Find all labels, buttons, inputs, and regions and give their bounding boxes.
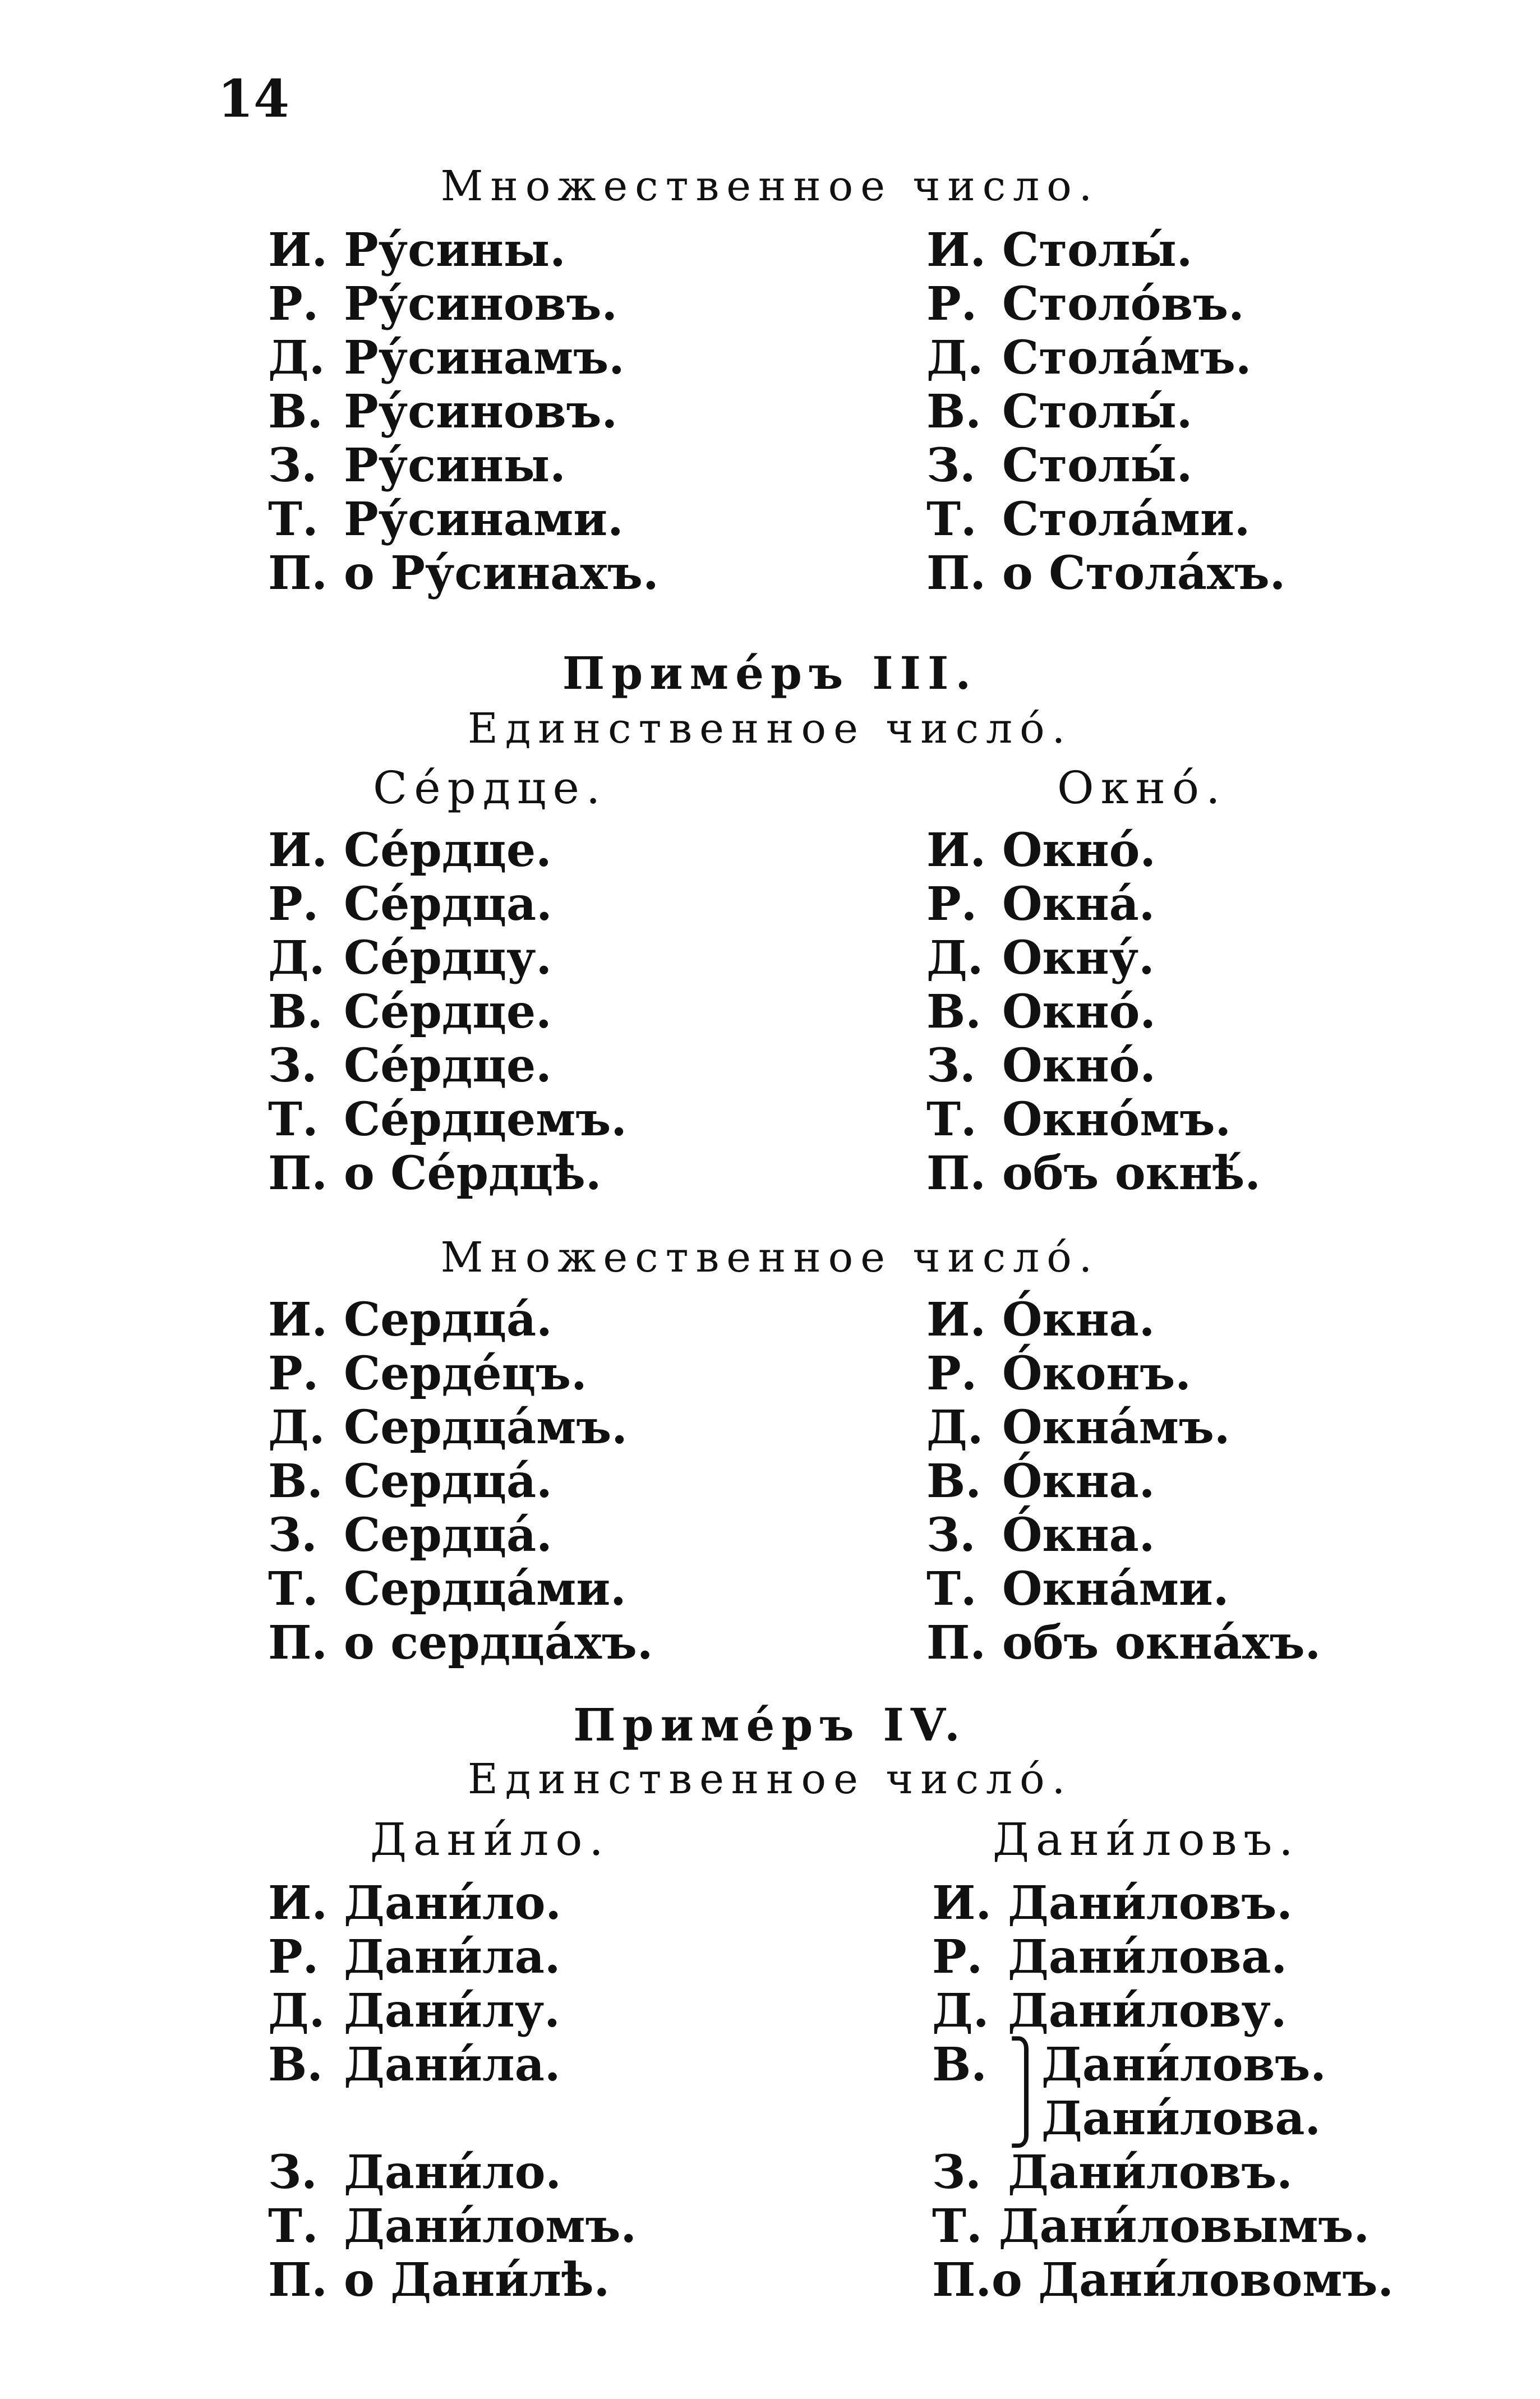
case-label: В. (268, 1454, 323, 1508)
case-label: З. (926, 439, 976, 492)
word-form: Се́рдца. (344, 877, 552, 931)
declension-row (268, 1401, 706, 1454)
declension-row (932, 2199, 1370, 2253)
example-3-singular-heading: Единственное число́. (467, 704, 1073, 753)
word-form: О́кна. (1002, 1508, 1155, 1562)
word-form: Дани́ловъ. (1041, 2038, 1326, 2092)
declension-row (926, 1146, 1364, 1200)
declension-row (926, 1508, 1364, 1562)
word-form: о Стола́хъ. (1002, 546, 1286, 600)
word-form: Дани́лова. (1008, 1930, 1288, 1984)
word-form: Се́рдцу. (344, 931, 552, 985)
declension-row (268, 1562, 706, 1616)
word-form: о Се́рдцѣ. (344, 1146, 602, 1200)
case-label: Т. (926, 1093, 977, 1146)
word-form: Ру́синовъ. (344, 277, 618, 331)
case-label: И. (268, 1293, 328, 1347)
declension-row (268, 546, 706, 600)
example-4-singular-heading: Единственное число́. (467, 1755, 1073, 1803)
case-label: В. (932, 2038, 987, 2092)
declension-column-danilov (932, 1876, 1394, 2307)
case-label: Т. (268, 492, 319, 546)
word-form: Дани́ла. (344, 1930, 561, 1984)
word-form: Столы́. (1002, 385, 1193, 439)
word-form: Окно́мъ. (1002, 1093, 1232, 1146)
case-label: Д. (268, 1401, 325, 1454)
declension-row (268, 2199, 706, 2253)
word-form: Серде́цъ. (344, 1347, 587, 1401)
case-label: З. (268, 1508, 317, 1562)
declension-row (932, 1876, 1370, 1930)
word-form: Столы́. (1002, 439, 1193, 492)
case-label: Т. (932, 2199, 983, 2253)
declension-row (932, 2253, 1394, 2307)
word-form: Дани́ло. (344, 2145, 561, 2199)
word-form: объ окна́хъ. (1002, 1616, 1321, 1670)
word-form: Дани́ловъ. (1008, 1876, 1293, 1930)
case-label: В. (926, 1454, 981, 1508)
word-form: Стола́мъ. (1002, 331, 1252, 385)
declension-column-serdtse-singular (268, 823, 706, 1200)
word-form: Дани́лову. (1008, 1984, 1287, 2038)
declension-row (268, 1293, 706, 1347)
word-form: Окна́. (1002, 877, 1155, 931)
case-label: З. (268, 439, 317, 492)
example-4-title: Приме́ръ IV. (573, 1698, 967, 1751)
case-label: Т. (926, 1562, 977, 1616)
case-label: Д. (926, 331, 984, 385)
case-label: Р. (268, 1347, 319, 1401)
case-label: П. (926, 1616, 986, 1670)
plural-heading-1: Множественное число. (440, 162, 1100, 210)
declension-row (926, 439, 1364, 492)
word-form: Дани́ломъ. (344, 2199, 637, 2253)
case-label: Д. (932, 1984, 989, 2038)
word-form: Дани́ло. (344, 1876, 561, 1930)
word-form: Дани́ловымъ. (998, 2199, 1370, 2253)
word-form: Ру́сины. (344, 223, 566, 277)
declension-row (932, 2038, 1370, 2092)
declension-column-serdtse-plural (268, 1293, 706, 1670)
case-label: Т. (926, 492, 977, 546)
declension-column-stol-plural (926, 223, 1364, 600)
declension-row (268, 2145, 706, 2199)
declension-row (268, 2038, 706, 2092)
declension-row (268, 931, 706, 985)
declension-row (268, 439, 706, 492)
case-label: З. (926, 1039, 976, 1093)
declension-row (932, 2145, 1370, 2199)
declension-row (926, 1454, 1364, 1508)
case-label: Р. (268, 877, 319, 931)
case-label: Т. (268, 2199, 319, 2253)
declension-row (268, 1347, 706, 1401)
brace-top-icon: ⎫ (1008, 2036, 1045, 2094)
word-form: Окна́ми. (1002, 1562, 1229, 1616)
declension-row (926, 331, 1364, 385)
case-label: Р. (932, 1930, 983, 1984)
declension-column-danilo (268, 1876, 706, 2307)
word-form: о Дани́лѣ. (344, 2253, 610, 2307)
case-label: Р. (926, 1347, 978, 1401)
declension-row (926, 1562, 1364, 1616)
case-label: П. (932, 2253, 992, 2307)
word-form: о Дани́ловомъ. (991, 2253, 1394, 2307)
word-form: Столы́. (1002, 223, 1193, 277)
case-label: И. (268, 823, 328, 877)
declension-row (268, 1508, 706, 1562)
word-form: Окно́. (1002, 1039, 1156, 1093)
declension-column-rusin-plural (268, 223, 706, 600)
declension-row (268, 492, 706, 546)
word-form: Се́рдце. (344, 985, 552, 1039)
declension-row (926, 223, 1364, 277)
declension-row (268, 1984, 706, 2038)
word-form: Сердца́. (344, 1454, 552, 1508)
declension-row (926, 1616, 1364, 1670)
word-form: Стола́ми. (1002, 492, 1251, 546)
word-form: о Ру́синахъ. (344, 546, 659, 600)
word-form: Окно́. (1002, 823, 1156, 877)
word-form: Окну́. (1002, 931, 1155, 985)
declension-row (932, 2089, 1370, 2148)
declension-row (932, 1930, 1370, 1984)
example-4-right-word: Дани́ловъ. (993, 1813, 1300, 1866)
word-form: Ру́синовъ. (344, 385, 618, 439)
word-form: О́кна. (1002, 1454, 1155, 1508)
case-label: П. (268, 1616, 328, 1670)
word-form: Се́рдце. (344, 1039, 552, 1093)
declension-row (268, 1616, 706, 1670)
declension-row (926, 1401, 1364, 1454)
declension-row (926, 492, 1364, 546)
example-3-left-word: Се́рдце. (373, 762, 607, 814)
declension-row (926, 877, 1364, 931)
case-label: З. (268, 1039, 317, 1093)
word-form: объ окнѣ́. (1002, 1146, 1261, 1200)
declension-row (268, 1146, 706, 1200)
declension-row (926, 277, 1364, 331)
declension-row (926, 546, 1364, 600)
case-label: И. (926, 223, 986, 277)
page-number: 14 (218, 68, 290, 129)
declension-row (268, 877, 706, 931)
case-label: Д. (926, 931, 984, 985)
declension-row (932, 1984, 1370, 2038)
declension-row (268, 1039, 706, 1093)
case-label: Р. (926, 877, 978, 931)
case-label: З. (268, 2145, 317, 2199)
declension-row (268, 277, 706, 331)
word-form: Сердца́мъ. (344, 1401, 628, 1454)
case-label: И. (932, 1876, 992, 1930)
case-label: В. (268, 385, 323, 439)
declension-column-okno-singular (926, 823, 1364, 1200)
declension-row (268, 331, 706, 385)
case-label: Д. (926, 1401, 984, 1454)
case-label: В. (268, 985, 323, 1039)
declension-row (926, 1293, 1364, 1347)
declension-row (268, 223, 706, 277)
case-label: П. (268, 546, 328, 600)
word-form: Окна́мъ. (1002, 1401, 1230, 1454)
word-form: О́конъ. (1002, 1347, 1191, 1401)
case-label: И. (926, 823, 986, 877)
case-label: В. (926, 985, 981, 1039)
example-3-title: Приме́ръ III. (562, 647, 978, 699)
word-form: Сердца́. (344, 1508, 552, 1562)
declension-row (268, 1093, 706, 1146)
declension-column-okno-plural (926, 1293, 1364, 1670)
declension-row (926, 1093, 1364, 1146)
declension-row (268, 985, 706, 1039)
case-label: П. (926, 1146, 986, 1200)
word-form: Окно́. (1002, 985, 1156, 1039)
word-form: Се́рдце. (344, 823, 552, 877)
declension-row (268, 1876, 706, 1930)
word-form: Дани́лу. (344, 1984, 560, 2038)
word-form: Дани́ла. (344, 2038, 561, 2092)
case-label: П. (926, 546, 986, 600)
word-form: Ру́синамъ. (344, 331, 625, 385)
declension-row (268, 1930, 706, 1984)
declension-row (268, 1454, 706, 1508)
case-label: П. (268, 1146, 328, 1200)
case-label: Д. (268, 331, 325, 385)
example-4-left-word: Дани́ло. (370, 1813, 610, 1866)
declension-row (268, 385, 706, 439)
case-label: З. (926, 1508, 976, 1562)
case-label: Д. (268, 1984, 325, 2038)
declension-row (926, 931, 1364, 985)
case-label: Т. (268, 1562, 319, 1616)
case-label: В. (268, 2038, 323, 2092)
word-form: о сердца́хъ. (344, 1616, 653, 1670)
example-3-plural-heading: Множественное число́. (440, 1233, 1100, 1282)
declension-row (926, 1347, 1364, 1401)
declension-row (926, 385, 1364, 439)
case-label: Р. (926, 277, 978, 331)
case-label: И. (268, 223, 328, 277)
case-label: Р. (268, 277, 319, 331)
case-label: Т. (268, 1093, 319, 1146)
case-label: И. (268, 1876, 328, 1930)
word-form: Дани́ловъ. (1008, 2145, 1293, 2199)
case-label: Р. (268, 1930, 319, 1984)
brace-bottom-icon: ⎭ (1008, 2089, 1045, 2148)
case-label: З. (932, 2145, 981, 2199)
case-label: Д. (268, 931, 325, 985)
case-label: И. (926, 1293, 986, 1347)
declension-row (926, 985, 1364, 1039)
word-form: Се́рдцемъ. (344, 1093, 627, 1146)
declension-row (926, 1039, 1364, 1093)
declension-row-spacer (268, 2092, 706, 2145)
word-form: Ру́синами. (344, 492, 624, 546)
word-form: Сердца́ми. (344, 1562, 626, 1616)
declension-row (268, 2253, 706, 2307)
word-form: Дани́лова. (1041, 2092, 1321, 2145)
case-label: П. (268, 2253, 328, 2307)
word-form: Ру́сины. (344, 439, 566, 492)
example-3-right-word: Окно́. (1057, 762, 1227, 814)
word-form: О́кна. (1002, 1293, 1155, 1347)
word-form: Сердца́. (344, 1293, 552, 1347)
case-label: В. (926, 385, 981, 439)
declension-row (926, 823, 1364, 877)
word-form: Столо́въ. (1002, 277, 1244, 331)
declension-row (268, 823, 706, 877)
